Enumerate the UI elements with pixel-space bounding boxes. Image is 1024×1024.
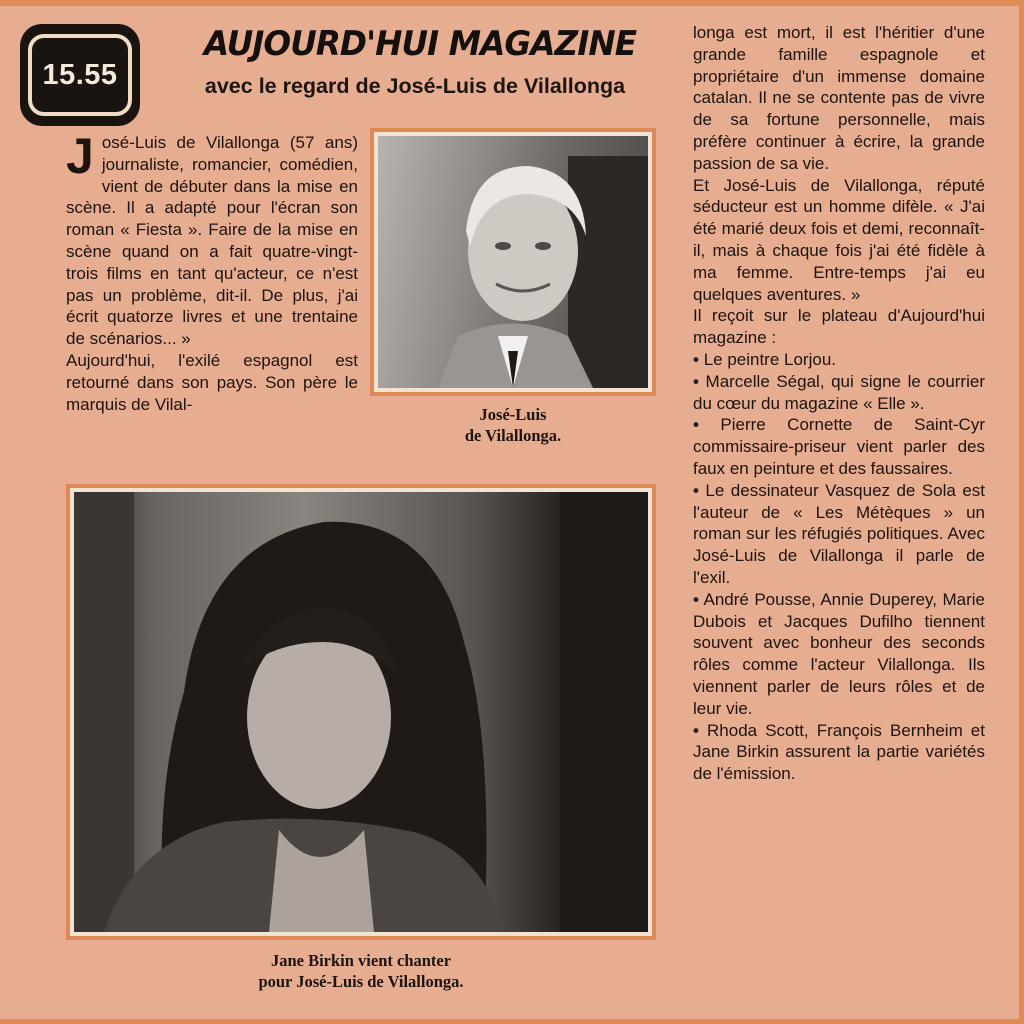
article-paragraph: Et José-Luis de Vilallonga, réputé séducteur est un homme difèle. « J'ai été marié deux fois et demi, reconnaît-il, mais à chaque fois j'ai été fidèle à ma femme. Entre-temps j'ai eu quelques aventures. » [693,175,985,304]
bullet-icon: • [693,589,699,609]
caption-line: José-Luis [479,405,547,424]
guest-item [693,371,985,415]
guest-item [693,589,985,720]
article-paragraph [66,128,358,350]
bullet-icon: • [693,371,699,391]
guest-text: André Pousse, Annie Duperey, Marie Dubois et Jacques Dufilho tiennent souvent avec bonheur des seconds rôles comme l'acteur Vilallonga. Ils viennent parler de leurs rôles et de leur vie. [693,589,985,718]
caption-line: Jane Birkin vient chanter [270,951,452,970]
tv-screen-icon [28,34,132,116]
bullet-icon: • [693,415,699,435]
article-column-3 [693,22,985,785]
birkin-caption [66,950,656,992]
guest-item [693,349,985,371]
guest-item [693,414,985,479]
bullet-icon: • [693,349,699,369]
caption-line: de Vilallonga. [464,426,562,445]
portrait-photo [378,136,648,388]
bullet-icon: • [693,720,699,740]
caption-line: pour José-Luis de Vilallonga. [258,972,464,991]
birkin-photo-frame [66,484,656,940]
broadcast-time: 15.55 [42,58,118,91]
guest-text: Le dessinateur Vasquez de Sola est l'auteur de « Les Métèques » un roman sur les réfugiés politiques. Avec José-Luis de Vilallonga il parle de l'exil. [693,480,986,587]
birkin-photo [74,492,648,932]
article-paragraph: longa est mort, il est l'héritier d'une grande famille espagnole et propriétaire d'un immense domaine catalan. Il ne se contente pas de vivre de sa fortune personnelle, mais préfère continuer à écrire, la grande passion de sa vie. [693,23,985,173]
guest-text: Rhoda Scott, François Bernheim et Jane Birkin assurent la partie variétés de l'émission. [693,720,985,784]
guest-text: Le peintre Lorjou. [703,349,837,369]
drop-cap: J [66,128,94,184]
portrait-caption [370,404,656,446]
article-paragraph: Il reçoit sur le plateau d'Aujourd'hui magazine : [693,306,985,348]
article-text: osé-Luis de Vilallonga (57 ans) journaliste, romancier, comédien, vient de débuter dans la mise en scène. Il a adapté pour l'écran son roman « Fiesta ». Faire de la mise en scène quand on a fait quatre-vingt-trois films en tant qu'acteur, ce n'est pas un problème, dit-il. De plus, j'ai écrit quatorze livres et une trentaine de scénarios... » [66,133,358,349]
program-title: AUJOURD'HUI MAGAZINE [203,24,637,64]
bullet-icon: • [693,480,699,500]
guest-item [693,480,985,589]
portrait-photo-frame [370,128,656,396]
article-paragraph: Aujourd'hui, l'exilé espagnol est retourné dans son pays. Son père le marquis de Vilal- [66,350,358,414]
guest-text: Pierre Cornette de Saint-Cyr commissaire-priseur vient parler des faux en peinture et des faussaires. [693,415,985,478]
article-column-1 [66,128,358,415]
guest-text: Marcelle Ségal, qui signe le courrier du cœur du magazine « Elle ». [693,371,985,413]
program-subtitle: avec le regard de José-Luis de Vilallonga [204,74,626,98]
guest-item [693,720,985,785]
time-badge [20,24,140,126]
